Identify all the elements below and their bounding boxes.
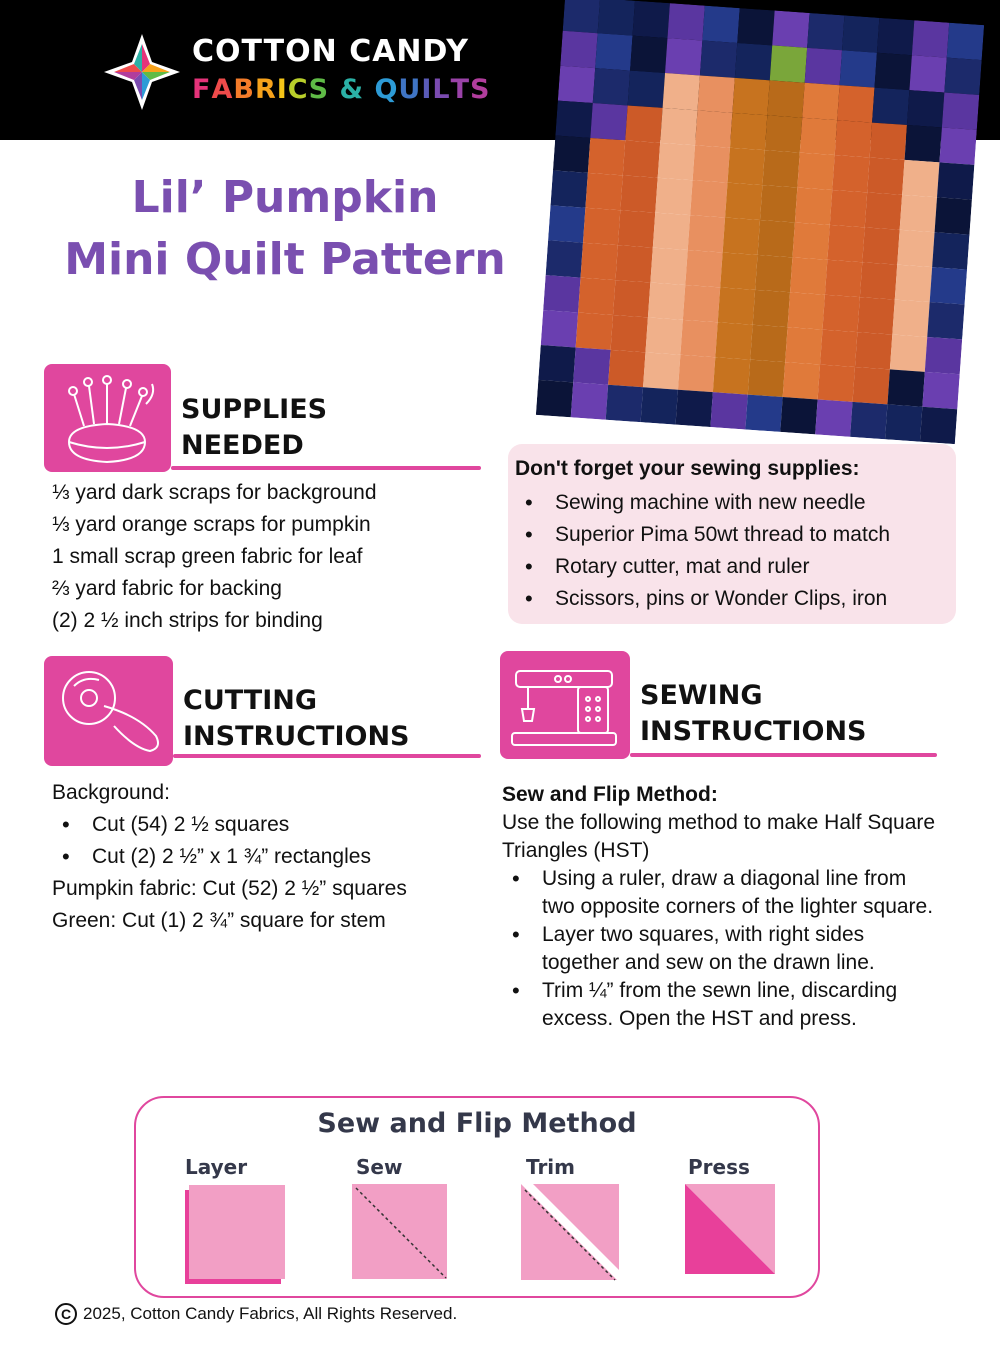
- brand-letter: I: [421, 74, 433, 105]
- brand-letter: &: [339, 74, 365, 105]
- quilt-patch: [693, 145, 730, 182]
- quilt-patch: [695, 110, 732, 147]
- quilt-patch: [683, 285, 720, 322]
- quilt-patch: [633, 1, 670, 38]
- quilt-patch: [735, 43, 772, 80]
- quilt-patch: [563, 0, 600, 33]
- brand-letter: C: [287, 74, 309, 105]
- brand-letter: Q: [374, 74, 399, 105]
- quilt-patch: [581, 243, 618, 280]
- quilt-patch: [857, 297, 894, 334]
- supply-item: ⅓ yard dark scraps for background: [52, 481, 377, 504]
- quilt-patch: [905, 125, 942, 162]
- brand-letter: S: [470, 74, 491, 105]
- quilt-patch: [700, 41, 737, 78]
- quilt-patch: [755, 255, 792, 292]
- quilt-patch: [767, 80, 804, 117]
- brand-letter: U: [398, 74, 422, 105]
- quilt-patch: [702, 6, 739, 43]
- diagram-title: Sew and Flip Method: [317, 1108, 637, 1139]
- quilt-patch: [618, 210, 655, 247]
- quilt-patch: [850, 402, 887, 439]
- quilt-patch: [737, 8, 774, 45]
- brand-letter: L: [432, 74, 451, 105]
- quilt-patch: [623, 140, 660, 177]
- quilt-patch: [615, 245, 652, 282]
- quilt-patch: [815, 399, 852, 436]
- quilt-patch: [590, 103, 627, 140]
- quilt-patch: [805, 48, 842, 85]
- cutting-background-label: Background:: [52, 781, 170, 804]
- sewing-divider: [630, 753, 937, 757]
- quilt-patch: [800, 118, 837, 155]
- quilt-patch: [942, 93, 979, 130]
- brand-name-line1: COTTON CANDY: [192, 34, 469, 69]
- quilt-patch: [720, 252, 757, 289]
- quilt-patch: [902, 160, 939, 197]
- quilt-patch: [643, 352, 680, 389]
- quilt-patch: [730, 113, 767, 150]
- quilt-patch: [807, 13, 844, 50]
- quilt-patch: [772, 11, 809, 48]
- quilt-patch: [920, 407, 957, 444]
- supply-item: ⅔ yard fabric for backing: [52, 577, 282, 600]
- quilt-patch: [840, 50, 877, 87]
- brand-letter: I: [276, 74, 288, 105]
- quilt-patch: [867, 157, 904, 194]
- quilt-patch: [753, 290, 790, 327]
- quilt-patch: [598, 0, 635, 36]
- quilt-patch: [613, 280, 650, 317]
- cutting-item: • Cut (54) 2 ½ squares: [52, 809, 407, 841]
- supply-item: 1 small scrap green fabric for leaf: [52, 545, 363, 568]
- quilt-patch: [862, 227, 899, 264]
- quilt-patch: [788, 292, 825, 329]
- supplies-divider: [171, 466, 481, 470]
- supplies-list: [52, 477, 377, 637]
- quilt-patch: [770, 45, 807, 82]
- quilt-patch: [937, 162, 974, 199]
- quilt-patch: [790, 257, 827, 294]
- reminder-item: • Sewing machine with new needle: [515, 487, 890, 519]
- quilt-patch: [595, 33, 632, 70]
- sewing-step: • Trim ¼” from the sewn line, discarding excess. Open the HST and press.: [502, 977, 942, 1033]
- step-label-sew: Sew: [356, 1155, 403, 1179]
- quilt-patch: [678, 355, 715, 392]
- supplies-heading: SUPPLIES NEEDED: [181, 394, 328, 461]
- quilt-patch: [907, 90, 944, 127]
- cutting-heading: CUTTING INSTRUCTIONS: [183, 685, 410, 752]
- sew-diagram: [350, 1182, 450, 1282]
- quilt-patch: [663, 73, 700, 110]
- pumpkin-quilt-image: [536, 0, 984, 444]
- quilt-patch: [536, 380, 573, 417]
- quilt-patch: [887, 369, 924, 406]
- brand-letter: S: [308, 74, 330, 105]
- quilt-patch: [780, 397, 817, 434]
- quilt-patch: [872, 88, 909, 125]
- quilt-patch: [909, 55, 946, 92]
- quilt-patch: [690, 180, 727, 217]
- quilt-patch: [551, 170, 588, 207]
- quilt-patch: [820, 330, 857, 367]
- quilt-patch: [748, 360, 785, 397]
- brand-letter: [364, 74, 374, 105]
- brand-letter: F: [192, 74, 212, 105]
- brand-letter: T: [450, 74, 471, 105]
- rotary-cutter-icon: [44, 656, 173, 766]
- quilt-patch: [885, 404, 922, 441]
- reminder-item: • Rotary cutter, mat and ruler: [515, 551, 890, 583]
- step-label-layer: Layer: [185, 1155, 248, 1179]
- quilt-patch: [628, 71, 665, 108]
- quilt-patch: [665, 38, 702, 75]
- quilt-patch: [645, 317, 682, 354]
- step-label-press: Press: [688, 1155, 750, 1179]
- quilt-patch: [538, 345, 575, 382]
- brand-letter: B: [233, 74, 255, 105]
- quilt-patch: [927, 302, 964, 339]
- quilt-patch: [853, 367, 890, 404]
- quilt-patch: [842, 15, 879, 52]
- reminder-title: Don't forget your sewing supplies:: [515, 457, 860, 480]
- page-title-line2: Mini Quilt Pattern: [64, 234, 506, 285]
- quilt-patch: [606, 385, 643, 422]
- quilt-patch: [922, 372, 959, 409]
- quilt-patch: [802, 83, 839, 120]
- quilt-patch: [895, 265, 932, 302]
- cutting-list: [52, 777, 407, 937]
- quilt-patch: [795, 188, 832, 225]
- quilt-patch: [855, 332, 892, 369]
- quilt-patch: [558, 66, 595, 103]
- quilt-patch: [825, 260, 862, 297]
- quilt-patch: [658, 143, 695, 180]
- quilt-patch: [900, 195, 937, 232]
- quilt-patch: [697, 75, 734, 112]
- quilt-photo: [510, 0, 1000, 460]
- quilt-patch: [875, 53, 912, 90]
- quilt-patch: [553, 136, 590, 173]
- page-title-line1: Lil’ Pumpkin: [131, 172, 439, 223]
- quilt-patch: [944, 58, 981, 95]
- quilt-patch: [543, 275, 580, 312]
- brand-letter: A: [211, 74, 234, 105]
- trim-diagram: [519, 1182, 623, 1286]
- quilt-patch: [870, 123, 907, 160]
- brand-name-line2: [192, 74, 490, 105]
- quilt-patch: [897, 230, 934, 267]
- quilt-patch: [758, 220, 795, 257]
- quilt-patch: [685, 250, 722, 287]
- supply-item: (2) 2 ½ inch strips for binding: [52, 609, 323, 632]
- quilt-patch: [890, 335, 927, 372]
- press-diagram: [683, 1182, 777, 1276]
- sewing-machine-icon: [500, 651, 630, 759]
- reminder-item: • Superior Pima 50wt thread to match: [515, 519, 890, 551]
- quilt-patch: [930, 267, 967, 304]
- quilt-patch: [648, 283, 685, 320]
- quilt-patch: [728, 148, 765, 185]
- quilt-patch: [935, 197, 972, 234]
- quilt-patch: [725, 183, 762, 220]
- cutting-green: Green: Cut (1) 2 ¾” square for stem: [52, 909, 386, 932]
- quilt-patch: [571, 382, 608, 419]
- quilt-patch: [660, 108, 697, 145]
- quilt-patch: [710, 392, 747, 429]
- method-title: Sew and Flip Method:: [502, 783, 718, 806]
- supply-item: ⅓ yard orange scraps for pumpkin: [52, 513, 371, 536]
- quilt-patch: [750, 325, 787, 362]
- quilt-patch: [762, 150, 799, 187]
- cutting-pumpkin: Pumpkin fabric: Cut (52) 2 ½” squares: [52, 877, 407, 900]
- quilt-patch: [630, 36, 667, 73]
- quilt-patch: [611, 315, 648, 352]
- copyright-text: 2025, Cotton Candy Fabrics, All Rights Reserved.: [83, 1304, 458, 1323]
- quilt-patch: [578, 278, 615, 315]
- quilt-patch: [641, 387, 678, 424]
- quilt-patch: [546, 240, 583, 277]
- quilt-patch: [718, 287, 755, 324]
- quilt-patch: [835, 120, 872, 157]
- quilt-patch: [653, 213, 690, 250]
- quilt-patch: [620, 175, 657, 212]
- quilt-patch: [573, 347, 610, 384]
- quilt-patch: [797, 153, 834, 190]
- quilt-patch: [715, 322, 752, 359]
- sewing-heading: SEWING INSTRUCTIONS: [640, 680, 867, 747]
- quilt-patch: [892, 300, 929, 337]
- brand-letter: [329, 74, 339, 105]
- quilt-patch: [555, 101, 592, 138]
- quilt-patch: [680, 320, 717, 357]
- quilt-patch: [732, 78, 769, 115]
- quilt-patch: [877, 18, 914, 55]
- quilt-patch: [745, 395, 782, 432]
- quilt-patch: [541, 310, 578, 347]
- quilt-patch: [912, 20, 949, 57]
- quilt-patch: [932, 232, 969, 269]
- quilt-patch: [593, 68, 630, 105]
- quilt-patch: [560, 31, 597, 68]
- layer-diagram: [183, 1182, 289, 1286]
- quilt-patch: [548, 205, 585, 242]
- quilt-patch: [865, 192, 902, 229]
- quilt-patch: [783, 362, 820, 399]
- copyright: [55, 1303, 457, 1325]
- quilt-patch: [585, 173, 622, 210]
- quilt-patch: [676, 390, 713, 427]
- quilt-patch: [823, 295, 860, 332]
- quilt-patch: [655, 178, 692, 215]
- pincushion-icon: [44, 364, 171, 472]
- reminder-list: [515, 487, 890, 615]
- quilt-patch: [588, 138, 625, 175]
- quilt-patch: [608, 350, 645, 387]
- quilt-patch: [583, 208, 620, 245]
- quilt-patch: [650, 248, 687, 285]
- quilt-patch: [827, 225, 864, 262]
- quilt-patch: [837, 85, 874, 122]
- quilt-patch: [860, 262, 897, 299]
- quilt-patch: [939, 127, 976, 164]
- quilt-patch: [576, 313, 613, 350]
- quilt-patch: [723, 218, 760, 255]
- sewing-instructions: [502, 781, 942, 1033]
- quilt-patch: [667, 3, 704, 40]
- method-intro: Use the following method to make Half Square Triangles (HST): [502, 811, 936, 862]
- quilt-patch: [785, 327, 822, 364]
- quilt-patch: [760, 185, 797, 222]
- quilt-patch: [925, 337, 962, 374]
- quilt-patch: [832, 155, 869, 192]
- quilt-patch: [792, 222, 829, 259]
- brand-letter: R: [254, 74, 277, 105]
- reminder-item: • Scissors, pins or Wonder Clips, iron: [515, 583, 890, 615]
- quilt-patch: [818, 365, 855, 402]
- step-label-trim: Trim: [526, 1155, 576, 1179]
- quilt-patch: [713, 357, 750, 394]
- copyright-icon: C: [55, 1303, 77, 1325]
- quilt-patch: [947, 23, 984, 60]
- quilt-patch: [830, 190, 867, 227]
- logo-star-icon: [104, 34, 180, 110]
- cutting-divider: [173, 754, 481, 758]
- sewing-step: • Using a ruler, draw a diagonal line from two opposite corners of the lighter square.: [502, 865, 942, 921]
- quilt-patch: [625, 105, 662, 142]
- sewing-step: • Layer two squares, with right sides together and sew on the drawn line.: [502, 921, 942, 977]
- quilt-patch: [688, 215, 725, 252]
- quilt-patch: [765, 115, 802, 152]
- cutting-item: • Cut (2) 2 ½” x 1 ¾” rectangles: [52, 841, 407, 873]
